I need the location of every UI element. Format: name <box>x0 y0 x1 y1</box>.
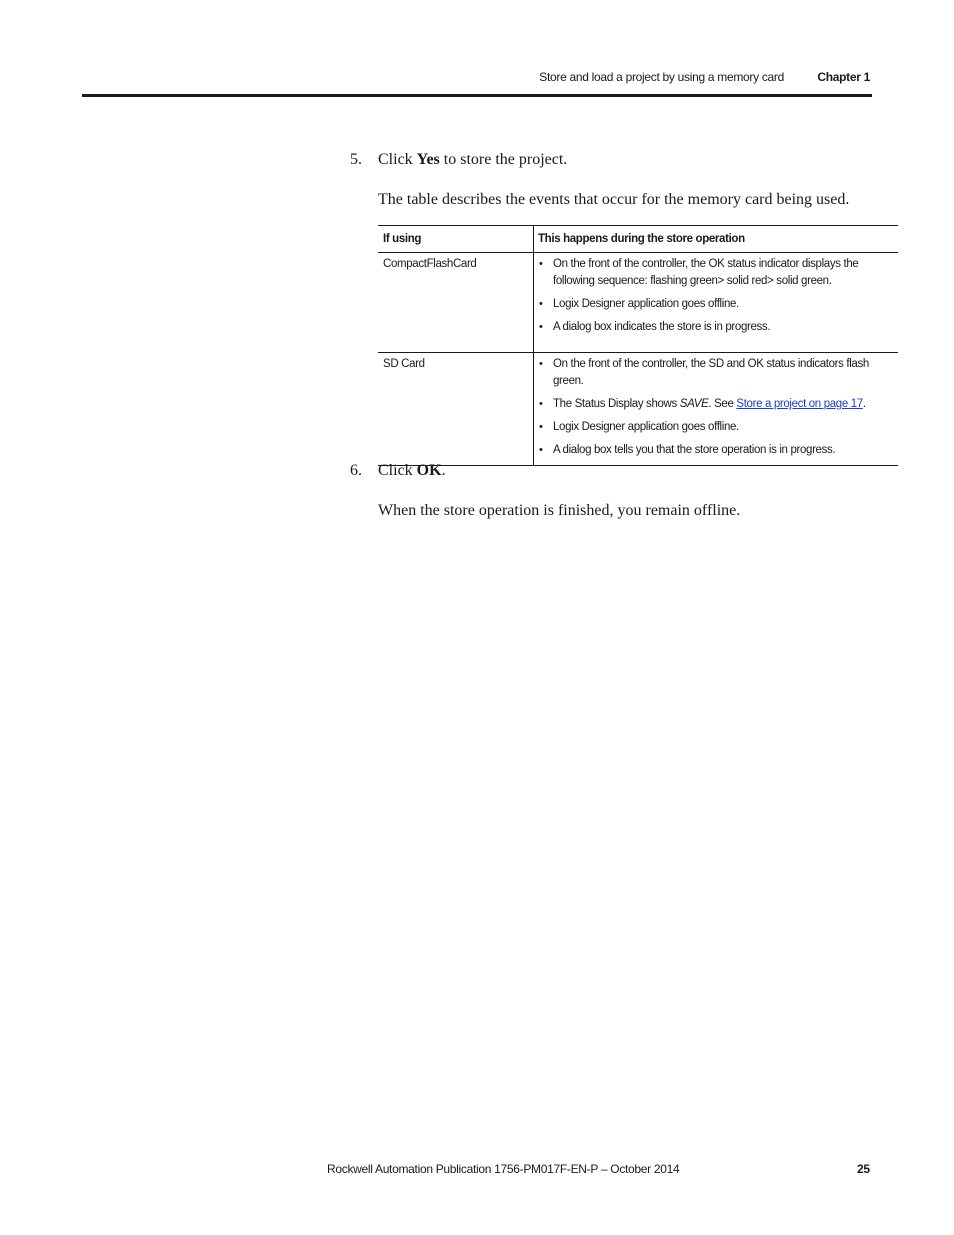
bullet-icon: • <box>539 398 543 410</box>
bullet-icon: • <box>539 298 543 310</box>
step-text <box>378 462 446 480</box>
bullet-icon: • <box>539 321 543 333</box>
bullet-icon: • <box>539 444 543 456</box>
store-events-table <box>378 225 898 466</box>
event-list <box>538 356 898 459</box>
footer-page-number: 25 <box>857 1162 870 1176</box>
event-text <box>553 398 866 410</box>
events-cell <box>534 253 899 353</box>
event-list <box>538 256 898 336</box>
table-header-row <box>378 226 898 253</box>
status-display-value: SAVE <box>679 398 709 410</box>
event-item <box>538 296 898 313</box>
event-item <box>538 256 898 290</box>
event-text: A dialog box tells you that the store operation is in progress. <box>553 444 836 456</box>
header-section-title: Store and load a project by using a memory card <box>539 70 784 84</box>
step-text-post: to store the project. <box>439 151 568 168</box>
store-project-link[interactable]: Store a project on page 17 <box>736 398 863 410</box>
event-text-pre: The Status Display shows <box>553 398 680 410</box>
event-text: On the front of the controller, the SD and OK status indicators flash green. <box>553 358 869 387</box>
event-item <box>538 319 898 336</box>
event-item <box>538 396 898 413</box>
events-cell <box>534 353 899 466</box>
bullet-icon: • <box>539 258 543 270</box>
header-chapter: Chapter 1 <box>817 70 870 84</box>
header-if-using: If using <box>383 233 422 245</box>
event-item <box>538 442 898 459</box>
table-row <box>378 253 898 353</box>
step-text-post: . <box>441 462 446 479</box>
footer-publication: Rockwell Automation Publication 1756-PM017F-EN-P – October 2014 <box>327 1162 680 1176</box>
step-text-pre: Click <box>378 462 417 479</box>
header-store-operation: This happens during the store operation <box>534 226 899 253</box>
card-type: CompactFlashCard <box>383 258 477 270</box>
table-row <box>378 353 898 466</box>
bullet-icon: • <box>539 358 543 370</box>
event-item <box>538 419 898 436</box>
step-text-bold: OK <box>416 462 442 479</box>
step-number: 5. <box>350 151 362 168</box>
result-text: When the store operation is finished, you remain offline. <box>378 502 741 519</box>
event-text: On the front of the controller, the OK status indicator displays the following sequence: flashing green> solid red> solid green. <box>553 258 859 287</box>
event-text: A dialog box indicates the store is in progress. <box>553 321 771 333</box>
step-number: 6. <box>350 462 362 479</box>
event-text: Logix Designer application goes offline. <box>553 421 739 433</box>
header-rule <box>82 94 872 97</box>
card-type: SD Card <box>383 358 425 370</box>
event-text: Logix Designer application goes offline. <box>553 298 739 310</box>
step-text <box>378 151 567 169</box>
step-text-pre: Click <box>378 151 417 168</box>
event-text-mid: . See <box>708 398 737 410</box>
table-intro: The table describes the events that occur for the memory card being used. <box>378 191 850 208</box>
step-text-bold: Yes <box>416 151 440 168</box>
event-text-post: . <box>862 398 866 410</box>
event-item <box>538 356 898 390</box>
bullet-icon: • <box>539 421 543 433</box>
